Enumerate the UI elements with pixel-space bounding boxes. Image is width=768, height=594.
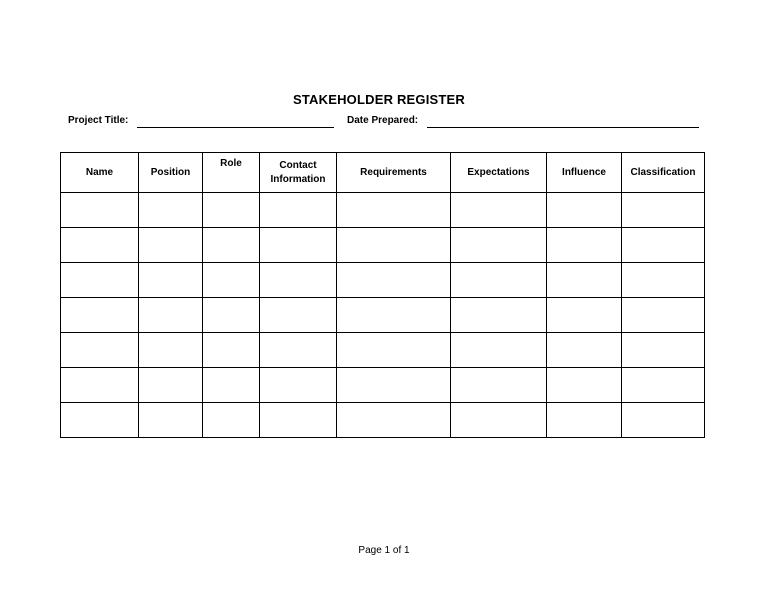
- cell-expectations[interactable]: [451, 403, 547, 438]
- cell-position[interactable]: [139, 193, 203, 228]
- cell-role[interactable]: [203, 228, 260, 263]
- table-row: [61, 193, 705, 228]
- cell-influence[interactable]: [547, 193, 622, 228]
- cell-role[interactable]: [203, 368, 260, 403]
- cell-position[interactable]: [139, 333, 203, 368]
- stakeholder-table: [60, 152, 705, 438]
- cell-position[interactable]: [139, 263, 203, 298]
- cell-expectations[interactable]: [451, 228, 547, 263]
- cell-position[interactable]: [139, 368, 203, 403]
- cell-position[interactable]: [139, 403, 203, 438]
- column-header-influence: Influence: [547, 153, 622, 193]
- cell-expectations[interactable]: [451, 333, 547, 368]
- cell-influence[interactable]: [547, 368, 622, 403]
- cell-classification[interactable]: [622, 263, 705, 298]
- cell-contact-information[interactable]: [260, 263, 337, 298]
- date-prepared-field[interactable]: [427, 127, 699, 128]
- table-row: [61, 403, 705, 438]
- cell-classification[interactable]: [622, 333, 705, 368]
- project-title-label: Project Title:: [68, 115, 129, 126]
- table-row: [61, 368, 705, 403]
- cell-expectations[interactable]: [451, 193, 547, 228]
- cell-role[interactable]: [203, 333, 260, 368]
- cell-classification[interactable]: [622, 193, 705, 228]
- column-header-name: Name: [61, 153, 139, 193]
- table-row: [61, 228, 705, 263]
- column-header-contact-information: Contact Information: [260, 153, 337, 193]
- cell-requirements[interactable]: [337, 368, 451, 403]
- cell-name[interactable]: [61, 333, 139, 368]
- column-header-expectations: Expectations: [451, 153, 547, 193]
- cell-requirements[interactable]: [337, 228, 451, 263]
- cell-contact-information[interactable]: [260, 298, 337, 333]
- cell-position[interactable]: [139, 298, 203, 333]
- project-title-field[interactable]: [137, 127, 334, 128]
- cell-influence[interactable]: [547, 228, 622, 263]
- cell-role[interactable]: [203, 298, 260, 333]
- cell-classification[interactable]: [622, 228, 705, 263]
- cell-influence[interactable]: [547, 403, 622, 438]
- cell-name[interactable]: [61, 193, 139, 228]
- cell-contact-information[interactable]: [260, 228, 337, 263]
- date-prepared-label: Date Prepared:: [347, 115, 419, 126]
- table-row: [61, 333, 705, 368]
- cell-influence[interactable]: [547, 298, 622, 333]
- cell-expectations[interactable]: [451, 368, 547, 403]
- cell-requirements[interactable]: [337, 298, 451, 333]
- table-row: [61, 298, 705, 333]
- page-title: STAKEHOLDER REGISTER: [292, 92, 466, 107]
- table-header-row: [61, 153, 705, 193]
- cell-classification[interactable]: [622, 368, 705, 403]
- column-header-position: Position: [139, 153, 203, 193]
- table-body: [61, 193, 705, 438]
- cell-classification[interactable]: [622, 403, 705, 438]
- cell-name[interactable]: [61, 263, 139, 298]
- cell-requirements[interactable]: [337, 263, 451, 298]
- cell-contact-information[interactable]: [260, 333, 337, 368]
- cell-contact-information[interactable]: [260, 193, 337, 228]
- cell-requirements[interactable]: [337, 193, 451, 228]
- cell-requirements[interactable]: [337, 403, 451, 438]
- cell-name[interactable]: [61, 228, 139, 263]
- cell-influence[interactable]: [547, 333, 622, 368]
- cell-contact-information[interactable]: [260, 403, 337, 438]
- column-header-role: Role: [203, 153, 260, 193]
- cell-expectations[interactable]: [451, 263, 547, 298]
- cell-role[interactable]: [203, 403, 260, 438]
- cell-influence[interactable]: [547, 263, 622, 298]
- cell-classification[interactable]: [622, 298, 705, 333]
- cell-expectations[interactable]: [451, 298, 547, 333]
- cell-requirements[interactable]: [337, 333, 451, 368]
- cell-name[interactable]: [61, 298, 139, 333]
- cell-name[interactable]: [61, 403, 139, 438]
- table-row: [61, 263, 705, 298]
- cell-contact-information[interactable]: [260, 368, 337, 403]
- column-header-requirements: Requirements: [337, 153, 451, 193]
- page-number: Page 1 of 1: [358, 545, 410, 556]
- cell-role[interactable]: [203, 193, 260, 228]
- cell-position[interactable]: [139, 228, 203, 263]
- cell-role[interactable]: [203, 263, 260, 298]
- cell-name[interactable]: [61, 368, 139, 403]
- column-header-classification: Classification: [622, 153, 705, 193]
